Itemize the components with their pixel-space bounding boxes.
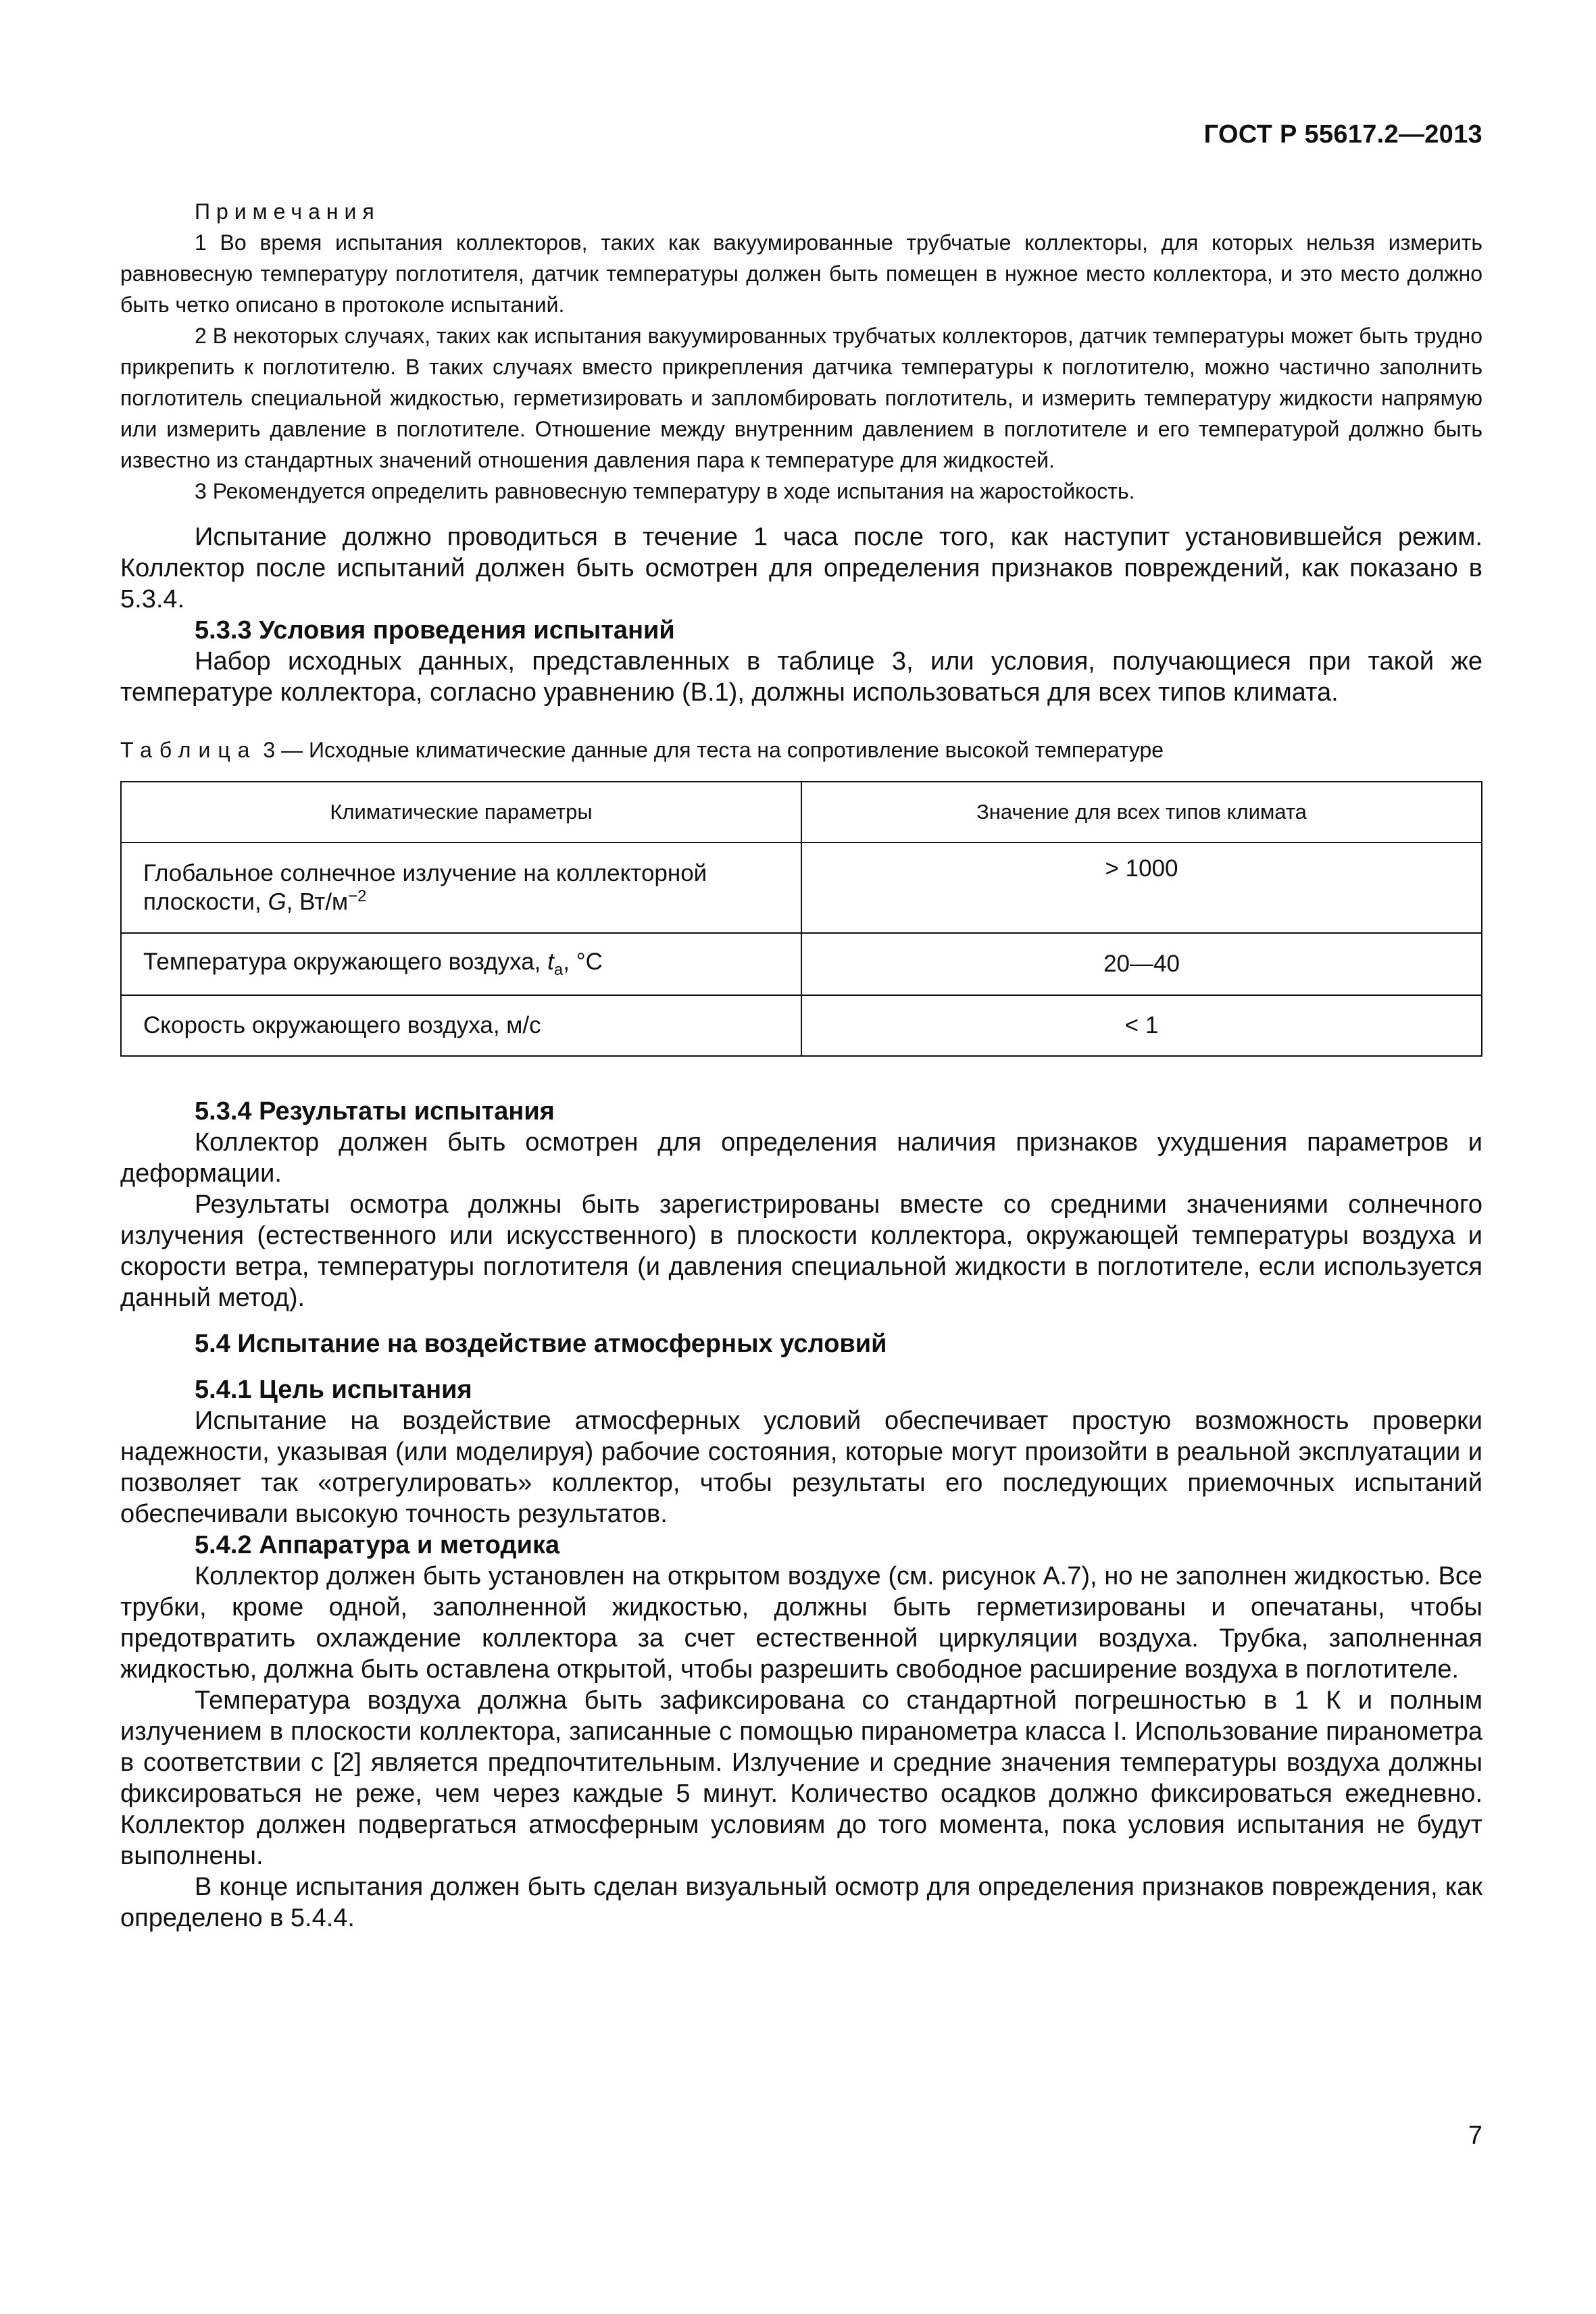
table-header-row — [121, 782, 1482, 842]
note-1: 1 Во время испытания коллекторов, таких как вакуумированные трубчатые коллекторы, для которых нельзя измерить равновесную температуру поглотителя, датчик температуры должен быть помещен в нужное место коллектора, и это место должно быть четко описано в протоколе испытаний. — [120, 230, 1482, 317]
table-caption-text: 3 — Исходные климатические данные для теста на сопротивление высокой температуре — [263, 738, 1164, 762]
table-header-parameters: Климатические параметры — [121, 782, 801, 842]
paragraph-results: Результаты осмотра должны быть зарегистрированы вместе со средними значениями солнечного излучения (естественного или искусственного) в плоскости коллектора, окружающей температуры воздуха и скорости ветра, температуры поглотителя (и давления специальной жидкости в поглотителе, если используется данный метод). — [120, 1190, 1482, 1312]
table-cell-parameter: Скорость окружающего воздуха, м/с — [121, 995, 801, 1056]
notes-block — [120, 196, 1482, 507]
note-3: 3 Рекомендуется определить равновесную температуру в ходе испытания на жаростойкость. — [195, 479, 1135, 503]
table-row — [121, 842, 1482, 933]
table-cell-value: > 1000 — [801, 842, 1482, 933]
heading-5-4-1: 5.4.1 Цель испытания — [195, 1376, 472, 1404]
table-cell-parameter: Глобальное солнечное излучение на коллекторной плоскости, G, $Вт/м^{-2}$ — [121, 842, 801, 933]
page-content — [120, 196, 1482, 1934]
paragraph-apparatus: Коллектор должен быть установлен на открытом воздухе (см. рисунок А.7), но не заполнен жидкостью. Все трубки, кроме одной, заполненной жидкостью, должны быть герметизированы и опечатаны, чтобы предотвратить охлаждение коллектора за счет естественной циркуляции воздуха. Трубка, заполненная жидкостью, должна быть оставлена открытой, чтобы разрешить свободное расширение воздуха в поглотителе. — [120, 1562, 1482, 1684]
paragraph-conditions: Набор исходных данных, представленных в таблице 3, или условия, получающиеся при такой же температуре коллектора, согласно уравнению (В.1), должны использоваться для всех типов климата. — [120, 647, 1482, 707]
note-2: 2 В некоторых случаях, таких как испытания вакуумированных трубчатых коллекторов, датчик температуры может быть трудно прикрепить к поглотителю. В таких случаях вместо прикрепления датчика температуры к поглотителю, можно частично заполнить поглотитель специальной жидкостью, герметизировать и запломбировать поглотитель, и измерить температуру жидкости напрямую или измерить давление в поглотителе. Отношение между внутренним давлением в поглотителе и его температурой должно быть известно из стандартных значений отношения давления пара к температуре для жидкостей. — [120, 324, 1482, 472]
table-row — [121, 995, 1482, 1056]
table-cell-value: 20—40 — [801, 933, 1482, 995]
heading-5-4: 5.4 Испытание на воздействие атмосферных условий — [195, 1330, 887, 1358]
paragraph-purpose: Испытание на воздействие атмосферных условий обеспечивает простую возможность проверки надежности, указывая (или моделируя) рабочие состояния, которые могут произойти в реальной эксплуатации и позволяет так «отрегулировать» коллектор, чтобы результаты его последующих приемочных испытаний обеспечивали высокую точность результатов. — [120, 1407, 1482, 1528]
heading-5-3-4: 5.3.4 Результаты испытания — [195, 1097, 555, 1126]
paragraph-final-inspection: В конце испытания должен быть сделан визуальный осмотр для определения признаков повреждения, как определено в 5.4.4. — [120, 1873, 1482, 1932]
document-id: ГОСТ Р 55617.2—2013 — [1203, 120, 1482, 149]
page-number: 7 — [1468, 2121, 1482, 2150]
heading-5-3-3: 5.3.3 Условия проведения испытаний — [195, 616, 675, 645]
climate-table — [120, 781, 1482, 1057]
paragraph-inspection: Коллектор должен быть осмотрен для определения наличия признаков ухудшения параметров и деформации. — [120, 1128, 1482, 1188]
table-header-value: Значение для всех типов климата — [801, 782, 1482, 842]
table-cell-value: < 1 — [801, 995, 1482, 1056]
table-caption-label: Таблица — [120, 738, 257, 762]
paragraph-method: Температура воздуха должна быть зафиксирована со стандартной погрешностью в 1 К и полным излучением в плоскости коллектора, записанные с помощью пиранометра класса I. Использование пиранометра в соответствии с [2] является предпочтительным. Излучение и средние значения температуры воздуха должны фиксироваться не реже, чем через каждые 5 минут. Количество осадков должно фиксироваться ежедневно. Коллектор должен подвергаться атмосферным условиям до того момента, пока условия испытания не будут выполнены. — [120, 1686, 1482, 1870]
paragraph-test-duration: Испытание должно проводиться в течение 1 часа после того, как наступит установившейся режим. Коллектор после испытаний должен быть осмотрен для определения признаков повреждений, как показано в 5.3.4. — [120, 523, 1482, 613]
heading-5-4-2: 5.4.2 Аппаратура и методика — [195, 1531, 560, 1559]
notes-title: Примечания — [195, 199, 380, 224]
table-row — [121, 933, 1482, 995]
table-cell-parameter: Температура окружающего воздуха, $t_a$, °С — [121, 933, 801, 995]
table-caption — [120, 735, 1482, 765]
